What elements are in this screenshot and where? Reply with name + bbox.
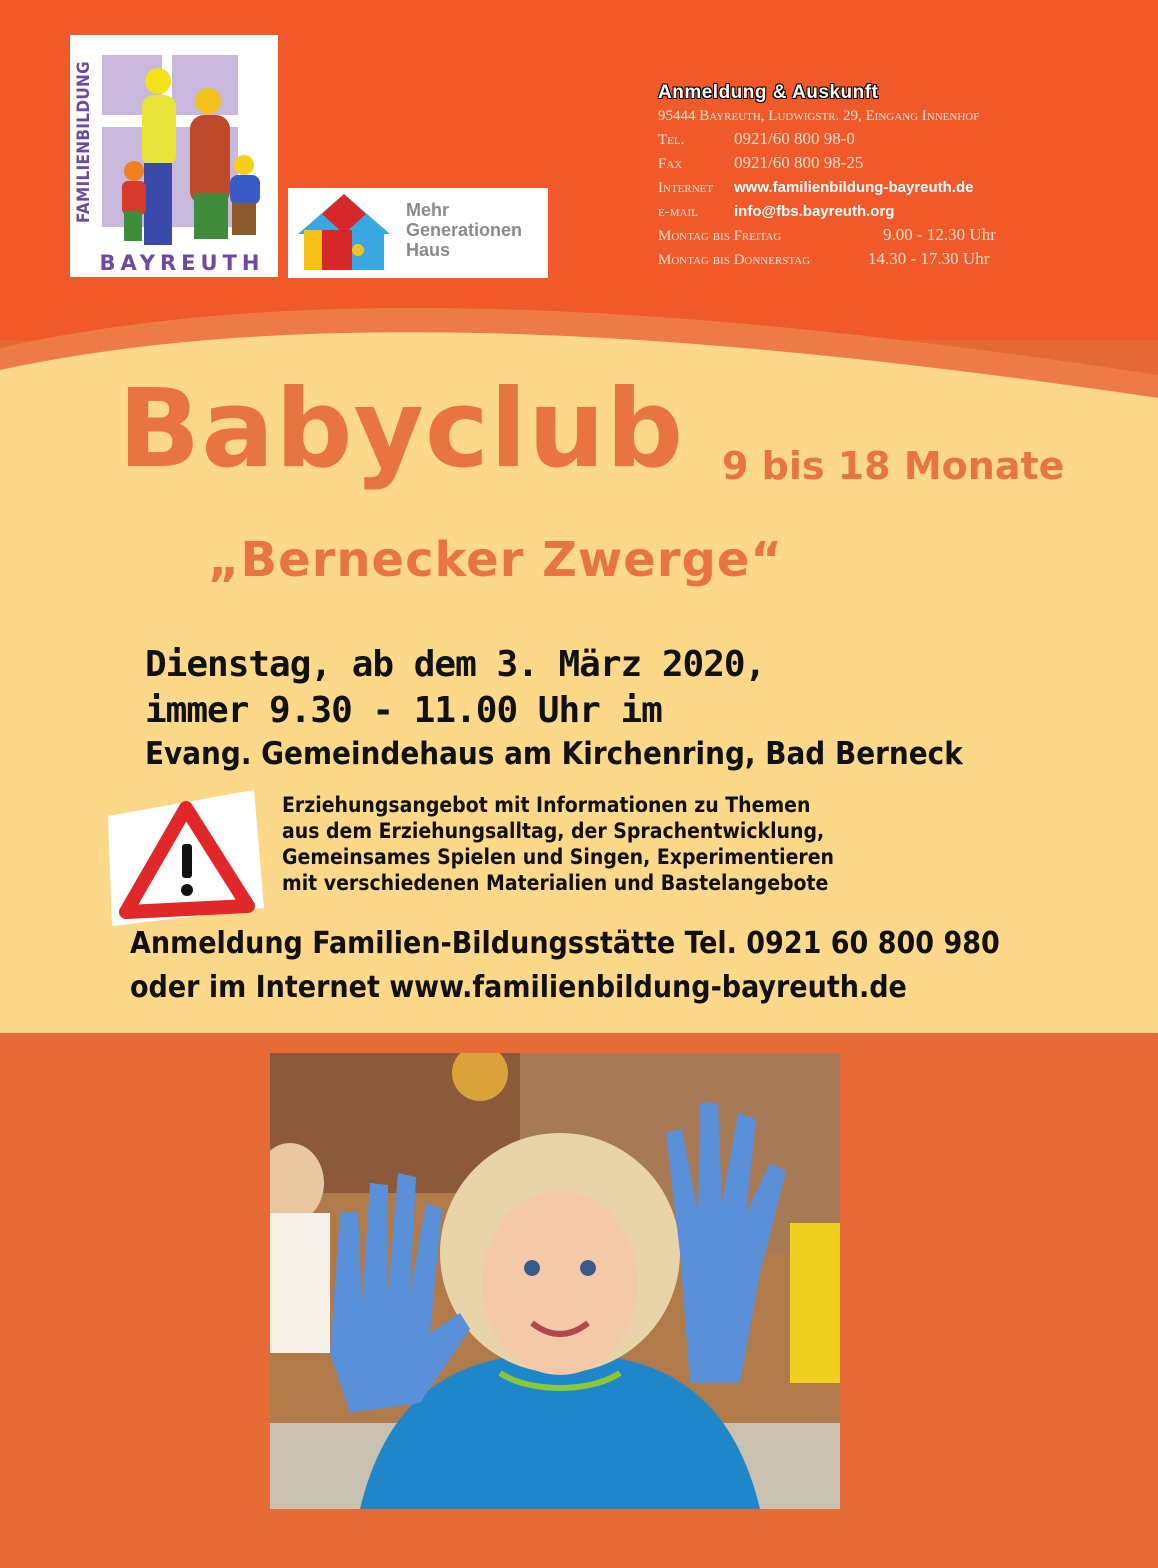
contact-title: Anmeldung & Auskunft <box>658 82 879 103</box>
logo-generationen: Generationen <box>406 220 523 240</box>
age-range: 9 bis 18 Monate <box>722 444 1065 488</box>
logo-haus: Haus <box>406 240 451 260</box>
contact-email-row <box>658 200 996 224</box>
time-line: immer 9.30 - 11.00 Uhr im <box>145 690 662 731</box>
house-puzzle-icon <box>294 192 394 274</box>
mehrgenerationenhaus-logo <box>288 188 548 278</box>
contact-fax-row <box>658 152 996 176</box>
description-line: aus dem Erziehungsalltag, der Sprachentwicklung, <box>282 819 825 843</box>
hours2-label: Montag bis Donnerstag <box>658 252 811 268</box>
hours2-value: 14.30 - 17.30 Uhr <box>868 249 990 268</box>
contact-address: 95444 Bayreuth, Ludwigstr. 29, Eingang Innenhof <box>658 108 980 124</box>
description-line: Gemeinsames Spielen und Singen, Experimentieren <box>282 845 834 869</box>
registration-web-line[interactable]: oder im Internet www.familienbildung-bayreuth.de <box>130 970 907 1005</box>
fax-label: Fax <box>658 156 683 172</box>
hours1-value: 9.00 - 12.30 Uhr <box>883 225 996 244</box>
internet-link[interactable]: www.familienbildung-bayreuth.de <box>734 179 974 196</box>
contact-hours2-row <box>658 248 996 272</box>
contact-tel-row <box>658 128 996 152</box>
tel-label: Tel. <box>658 132 685 148</box>
contact-hours1-row <box>658 224 996 248</box>
group-name: „Bernecker Zwerge“ <box>208 532 783 588</box>
description-line: mit verschiedenen Materialien und Bastelangebote <box>282 871 829 895</box>
description <box>282 792 1042 896</box>
registration-phone-line: Anmeldung Familien-Bildungsstätte Tel. 0921 60 800 980 <box>130 926 1000 961</box>
date-line: Dienstag, ab dem 3. März 2020, <box>145 644 766 685</box>
location-line: Evang. Gemeindehaus am Kirchenring, Bad Berneck <box>145 736 963 772</box>
contact-internet-row <box>658 176 996 200</box>
description-line: Erziehungsangebot mit Informationen zu Themen <box>282 793 811 817</box>
tel-value: 0921/60 800 98-0 <box>734 129 855 148</box>
warning-icon <box>104 790 268 928</box>
logo-city-text: BAYREUTH <box>99 251 265 275</box>
family-illustration-icon <box>98 43 276 251</box>
email-link[interactable]: info@fbs.bayreuth.org <box>734 203 895 220</box>
hours1-label: Montag bis Freitag <box>658 228 782 244</box>
contact-block <box>658 82 996 272</box>
page-title: Babyclub <box>118 367 685 492</box>
child-painted-hands-photo <box>270 1053 840 1509</box>
email-label: e-mail <box>658 204 698 220</box>
fax-value: 0921/60 800 98-25 <box>734 153 864 172</box>
internet-label: Internet <box>658 180 714 196</box>
logo-vertical-text: FAMILIENBILDUNG <box>74 60 95 223</box>
familienbildung-logo <box>70 35 278 277</box>
logo-mehr: Mehr <box>406 200 450 220</box>
